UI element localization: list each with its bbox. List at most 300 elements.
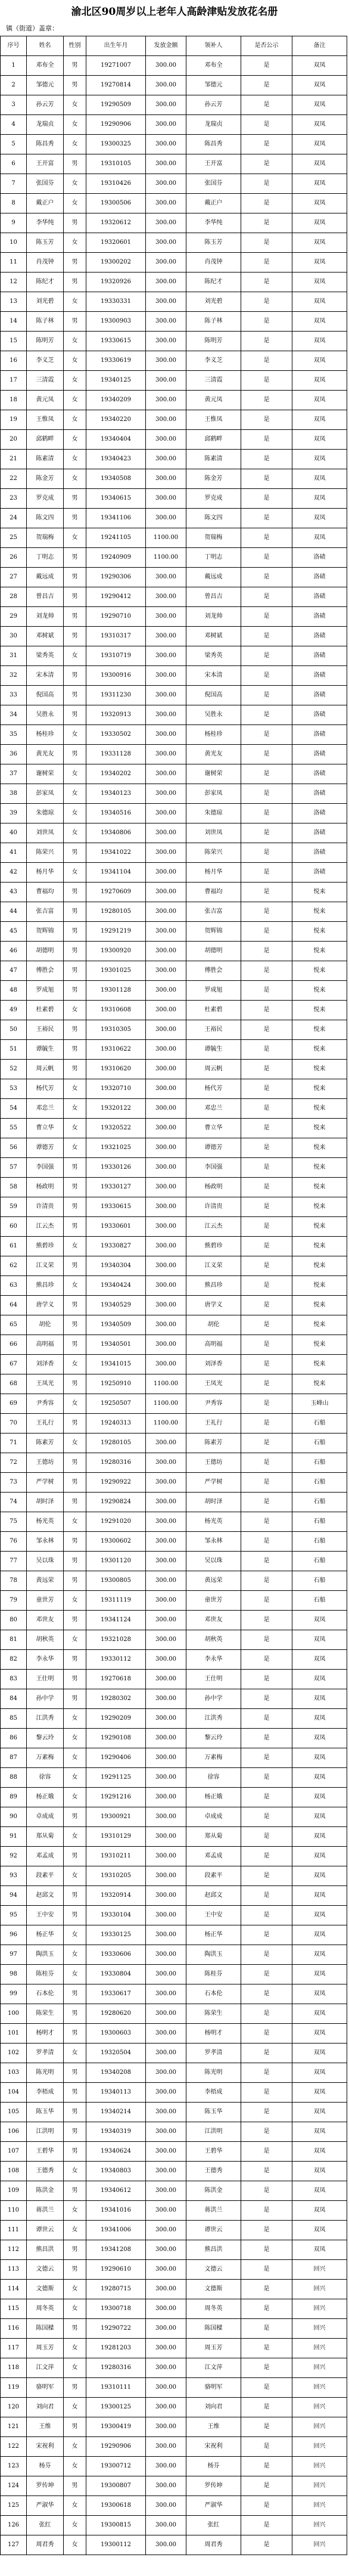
- cell-gender: 男: [64, 942, 86, 961]
- cell-gender: 男: [64, 2417, 86, 2437]
- cell-birth-date: 19341106: [86, 509, 146, 528]
- cell-recipient: 杨正华: [186, 1925, 241, 1945]
- cell-name: 吴以珠: [27, 1552, 64, 1571]
- cell-publicized: 是: [241, 2044, 292, 2063]
- cell-recipient: 曹立华: [186, 1119, 241, 1138]
- cell-name: 王仕明: [27, 1670, 64, 1689]
- cell-index: 88: [1, 1768, 27, 1788]
- cell-gender: 女: [64, 2280, 86, 2299]
- cell-index: 117: [1, 2339, 27, 2358]
- cell-recipient: 刘向君: [186, 2398, 241, 2417]
- cell-recipient: 刘泽香: [186, 1355, 241, 1374]
- cell-amount: 300.00: [146, 213, 186, 233]
- cell-gender: 男: [64, 1374, 86, 1394]
- cell-remarks: 回兴: [292, 2319, 347, 2339]
- cell-amount: 300.00: [146, 1296, 186, 1315]
- table-row: [1, 56, 347, 76]
- cell-birth-date: 19300712: [86, 2457, 146, 2476]
- cell-index: 71: [1, 1433, 27, 1453]
- cell-gender: 男: [64, 1414, 86, 1433]
- table-row: [1, 2457, 347, 2476]
- cell-index: 61: [1, 1237, 27, 1256]
- cell-recipient: 杨明才: [186, 2024, 241, 2044]
- cell-gender: 女: [64, 2358, 86, 2378]
- cell-publicized: 是: [241, 213, 292, 233]
- cell-recipient: 高明福: [186, 1335, 241, 1355]
- cell-amount: 300.00: [146, 2437, 186, 2457]
- cell-amount: 300.00: [146, 1650, 186, 1670]
- cell-gender: 男: [64, 961, 86, 981]
- cell-remarks: 双凤: [292, 430, 347, 450]
- cell-birth-date: 19300916: [86, 666, 146, 686]
- cell-name: 尹秀容: [27, 1394, 64, 1414]
- cell-publicized: 是: [241, 56, 292, 76]
- cell-remarks: 石船: [292, 1473, 347, 1493]
- table-header-row: [1, 36, 347, 56]
- cell-amount: 300.00: [146, 1925, 186, 1945]
- table-row: [1, 2063, 347, 2083]
- cell-gender: 女: [64, 174, 86, 194]
- header-birth-date: 出生年月: [86, 36, 146, 56]
- cell-amount: 300.00: [146, 1532, 186, 1552]
- cell-remarks: 双凤: [292, 450, 347, 469]
- cell-recipient: 谭德芳: [186, 1138, 241, 1158]
- cell-amount: 300.00: [146, 1945, 186, 1965]
- cell-name: 陈金芳: [27, 469, 64, 489]
- cell-name: 陈素芳: [27, 1433, 64, 1453]
- cell-birth-date: 19300815: [86, 2516, 146, 2535]
- cell-recipient: 陈桂芬: [186, 1965, 241, 1984]
- cell-name: 丁明志: [27, 548, 64, 568]
- cell-publicized: 是: [241, 95, 292, 115]
- cell-remarks: 双凤: [292, 135, 347, 154]
- table-row: [1, 194, 347, 213]
- cell-gender: 女: [64, 351, 86, 371]
- cell-index: 93: [1, 1866, 27, 1886]
- cell-gender: 男: [64, 2319, 86, 2339]
- cell-name: 孙云芳: [27, 95, 64, 115]
- cell-publicized: 是: [241, 1650, 292, 1670]
- cell-publicized: 是: [241, 1178, 292, 1197]
- cell-remarks: 悦来: [292, 942, 347, 961]
- cell-publicized: 是: [241, 1571, 292, 1591]
- cell-remarks: 双凤: [292, 1984, 347, 2004]
- cell-birth-date: 19300921: [86, 1807, 146, 1827]
- cell-recipient: 朱德琼: [186, 804, 241, 823]
- table-row: [1, 666, 347, 686]
- cell-gender: 女: [64, 1001, 86, 1020]
- cell-recipient: 龙瑞贞: [186, 115, 241, 135]
- document-title: 渝北区90周岁以上老年人高龄津贴发放花名册: [71, 6, 278, 18]
- cell-name: 江义荣: [27, 1256, 64, 1276]
- cell-gender: 男: [64, 1473, 86, 1493]
- cell-publicized: 是: [241, 2299, 292, 2319]
- cell-amount: 300.00: [146, 253, 186, 273]
- cell-remarks: 石船: [292, 1591, 347, 1611]
- table-row: [1, 1748, 347, 1768]
- cell-name: 黄元凤: [27, 391, 64, 410]
- cell-publicized: 是: [241, 784, 292, 804]
- cell-gender: 男: [64, 2476, 86, 2496]
- cell-gender: 女: [64, 804, 86, 823]
- cell-name: 江洪秀: [27, 1709, 64, 1729]
- cell-birth-date: 19341104: [86, 863, 146, 883]
- cell-remarks: 双凤: [292, 76, 347, 95]
- cell-gender: 女: [64, 1099, 86, 1119]
- cell-index: 89: [1, 1788, 27, 1807]
- cell-name: 陈玉芳: [27, 233, 64, 253]
- cell-birth-date: 19300202: [86, 253, 146, 273]
- cell-gender: 男: [64, 2378, 86, 2398]
- table-row: [1, 391, 347, 410]
- cell-name: 邓孟成: [27, 1847, 64, 1866]
- cell-name: 李华纯: [27, 213, 64, 233]
- cell-amount: 300.00: [146, 332, 186, 351]
- cell-gender: 男: [64, 1060, 86, 1079]
- cell-gender: 男: [64, 745, 86, 764]
- table-row: [1, 450, 347, 469]
- cell-birth-date: 19330606: [86, 1945, 146, 1965]
- cell-birth-date: 19330615: [86, 332, 146, 351]
- table-row: [1, 1394, 347, 1414]
- cell-recipient: 赵邱文: [186, 1886, 241, 1906]
- cell-birth-date: 19290406: [86, 1748, 146, 1768]
- cell-gender: 男: [64, 1571, 86, 1591]
- cell-publicized: 是: [241, 745, 292, 764]
- cell-name: 邓世友: [27, 1611, 64, 1630]
- cell-amount: 300.00: [146, 705, 186, 725]
- cell-recipient: 王德秀: [186, 2162, 241, 2181]
- cell-amount: 300.00: [146, 2358, 186, 2378]
- cell-birth-date: 19311119: [86, 1591, 146, 1611]
- cell-birth-date: 19340220: [86, 410, 146, 430]
- table-row: [1, 548, 347, 568]
- cell-name: 李永华: [27, 1650, 64, 1670]
- cell-gender: 男: [64, 705, 86, 725]
- cell-publicized: 是: [241, 469, 292, 489]
- cell-publicized: 是: [241, 1611, 292, 1630]
- cell-publicized: 是: [241, 1099, 292, 1119]
- cell-amount: 300.00: [146, 2103, 186, 2122]
- cell-recipient: 肖茂钟: [186, 253, 241, 273]
- cell-index: 74: [1, 1493, 27, 1512]
- cell-index: 24: [1, 509, 27, 528]
- cell-publicized: 是: [241, 1493, 292, 1512]
- cell-publicized: 是: [241, 2476, 292, 2496]
- cell-recipient: 童世芳: [186, 1591, 241, 1611]
- cell-birth-date: 19271007: [86, 56, 146, 76]
- cell-name: 杨芬: [27, 2457, 64, 2476]
- cell-publicized: 是: [241, 76, 292, 95]
- cell-index: 103: [1, 2063, 27, 2083]
- cell-index: 83: [1, 1670, 27, 1689]
- cell-recipient: 陈荣生: [186, 2004, 241, 2024]
- cell-name: 江洪明: [27, 2122, 64, 2142]
- cell-name: 王惟凤: [27, 410, 64, 430]
- cell-remarks: 洛碛: [292, 666, 347, 686]
- cell-recipient: 孙云芳: [186, 95, 241, 115]
- cell-index: 49: [1, 1001, 27, 1020]
- cell-name: 王中安: [27, 1906, 64, 1925]
- cell-birth-date: 19340404: [86, 430, 146, 450]
- cell-index: 121: [1, 2417, 27, 2437]
- cell-index: 112: [1, 2240, 27, 2260]
- cell-birth-date: 19320913: [86, 705, 146, 725]
- cell-birth-date: 19270609: [86, 883, 146, 902]
- cell-index: 10: [1, 233, 27, 253]
- cell-name: 黄光友: [27, 745, 64, 764]
- cell-remarks: 悦来: [292, 1119, 347, 1138]
- cell-recipient: 陈纪才: [186, 273, 241, 292]
- cell-name: 徐容: [27, 1768, 64, 1788]
- cell-index: 113: [1, 2260, 27, 2280]
- header-recipient: 领补人: [186, 36, 241, 56]
- cell-remarks: 洛碛: [292, 607, 347, 627]
- cell-birth-date: 19330827: [86, 1237, 146, 1256]
- cell-remarks: 回兴: [292, 2299, 347, 2319]
- cell-publicized: 是: [241, 273, 292, 292]
- cell-publicized: 是: [241, 1414, 292, 1433]
- cell-index: 39: [1, 804, 27, 823]
- cell-amount: 300.00: [146, 292, 186, 312]
- table-row: [1, 922, 347, 942]
- cell-gender: 男: [64, 1493, 86, 1512]
- cell-gender: 女: [64, 1079, 86, 1099]
- cell-index: 65: [1, 1315, 27, 1335]
- cell-recipient: 邓树斌: [186, 627, 241, 646]
- cell-remarks: 双凤: [292, 2063, 347, 2083]
- cell-gender: 男: [64, 1532, 86, 1552]
- cell-gender: 男: [64, 253, 86, 273]
- cell-recipient: 黄远荣: [186, 1571, 241, 1591]
- cell-publicized: 是: [241, 312, 292, 332]
- cell-name: 周冬英: [27, 2299, 64, 2319]
- cell-index: 18: [1, 391, 27, 410]
- cell-birth-date: 19341015: [86, 1355, 146, 1374]
- cell-index: 99: [1, 1984, 27, 2004]
- cell-amount: 300.00: [146, 1611, 186, 1630]
- table-row: [1, 607, 347, 627]
- table-row: [1, 2476, 347, 2496]
- cell-recipient: 宋祝利: [186, 2437, 241, 2457]
- table-row: [1, 273, 347, 292]
- cell-recipient: 黎云玲: [186, 1729, 241, 1748]
- cell-recipient: 王中安: [186, 1906, 241, 1925]
- cell-amount: 300.00: [146, 2280, 186, 2299]
- table-row: [1, 1079, 347, 1099]
- cell-remarks: 双凤: [292, 2181, 347, 2201]
- cell-birth-date: 19280620: [86, 2004, 146, 2024]
- cell-gender: 女: [64, 2437, 86, 2457]
- cell-birth-date: 19320522: [86, 1119, 146, 1138]
- cell-recipient: 曹福均: [186, 883, 241, 902]
- cell-gender: 女: [64, 2162, 86, 2181]
- cell-name: 王碧华: [27, 2142, 64, 2162]
- cell-remarks: 双凤: [292, 1650, 347, 1670]
- cell-remarks: 悦来: [292, 1237, 347, 1256]
- cell-gender: 女: [64, 450, 86, 469]
- cell-index: 48: [1, 981, 27, 1001]
- cell-gender: 男: [64, 883, 86, 902]
- cell-amount: 300.00: [146, 1630, 186, 1650]
- cell-publicized: 是: [241, 607, 292, 627]
- cell-birth-date: 19290824: [86, 1493, 146, 1512]
- cell-gender: 男: [64, 509, 86, 528]
- cell-remarks: 双凤: [292, 2201, 347, 2221]
- cell-amount: 300.00: [146, 1689, 186, 1709]
- cell-birth-date: 19291125: [86, 1768, 146, 1788]
- cell-gender: 男: [64, 627, 86, 646]
- cell-publicized: 是: [241, 1965, 292, 1984]
- cell-publicized: 是: [241, 2260, 292, 2280]
- cell-name: 许清贵: [27, 1197, 64, 1217]
- cell-name: 周玉芳: [27, 2339, 64, 2358]
- header-name: 姓名: [27, 36, 64, 56]
- cell-remarks: 悦来: [292, 902, 347, 922]
- cell-index: 64: [1, 1296, 27, 1315]
- cell-name: 童世芳: [27, 1591, 64, 1611]
- cell-amount: 300.00: [146, 115, 186, 135]
- cell-recipient: 吴以珠: [186, 1552, 241, 1571]
- table-row: [1, 528, 347, 548]
- table-row: [1, 2083, 347, 2103]
- cell-publicized: 是: [241, 627, 292, 646]
- cell-publicized: 是: [241, 1807, 292, 1827]
- cell-birth-date: 19340423: [86, 450, 146, 469]
- cell-amount: 300.00: [146, 2496, 186, 2516]
- cell-birth-date: 19340208: [86, 2063, 146, 2083]
- cell-birth-date: 19300112: [86, 2535, 146, 2555]
- cell-index: 123: [1, 2457, 27, 2476]
- cell-birth-date: 19340424: [86, 1276, 146, 1296]
- cell-name: 石本伦: [27, 1984, 64, 2004]
- table-row: [1, 2024, 347, 2044]
- cell-remarks: 双凤: [292, 410, 347, 430]
- cell-amount: 300.00: [146, 1847, 186, 1866]
- table-row: [1, 95, 347, 115]
- table-row: [1, 1670, 347, 1689]
- cell-remarks: 洛碛: [292, 764, 347, 784]
- cell-remarks: 双凤: [292, 2044, 347, 2063]
- cell-publicized: 是: [241, 823, 292, 843]
- cell-gender: 女: [64, 823, 86, 843]
- cell-remarks: 悦来: [292, 1217, 347, 1237]
- cell-remarks: 双凤: [292, 351, 347, 371]
- cell-publicized: 是: [241, 1060, 292, 1079]
- cell-recipient: 骆明军: [186, 2378, 241, 2398]
- cell-publicized: 是: [241, 981, 292, 1001]
- cell-remarks: 回兴: [292, 2280, 347, 2299]
- cell-publicized: 是: [241, 2103, 292, 2122]
- cell-gender: 男: [64, 1611, 86, 1630]
- cell-name: 杨代芳: [27, 1079, 64, 1099]
- cell-remarks: 双凤: [292, 2142, 347, 2162]
- cell-gender: 男: [64, 1886, 86, 1906]
- cell-amount: 300.00: [146, 784, 186, 804]
- cell-birth-date: 19291020: [86, 1512, 146, 1532]
- cell-publicized: 是: [241, 2535, 292, 2555]
- cell-birth-date: 19300506: [86, 194, 146, 213]
- cell-remarks: 悦来: [292, 1040, 347, 1060]
- cell-publicized: 是: [241, 2417, 292, 2437]
- cell-remarks: 悦来: [292, 1374, 347, 1394]
- table-row: [1, 686, 347, 705]
- cell-recipient: 张红: [186, 2516, 241, 2535]
- cell-recipient: 熊昌珍: [186, 1276, 241, 1296]
- cell-amount: 300.00: [146, 1866, 186, 1886]
- cell-index: 56: [1, 1138, 27, 1158]
- cell-publicized: 是: [241, 1886, 292, 1906]
- cell-name: 熊昌珍: [27, 1276, 64, 1296]
- cell-index: 97: [1, 1945, 27, 1965]
- cell-publicized: 是: [241, 764, 292, 784]
- cell-index: 13: [1, 292, 27, 312]
- cell-recipient: 邓孟成: [186, 1847, 241, 1866]
- cell-amount: 300.00: [146, 1256, 186, 1276]
- cell-recipient: 陈素芳: [186, 1433, 241, 1453]
- cell-publicized: 是: [241, 2181, 292, 2201]
- cell-index: 29: [1, 607, 27, 627]
- cell-index: 120: [1, 2398, 27, 2417]
- cell-publicized: 是: [241, 2240, 292, 2260]
- cell-remarks: 石船: [292, 1433, 347, 1453]
- cell-amount: 300.00: [146, 2260, 186, 2280]
- cell-name: 邹德元: [27, 76, 64, 95]
- table-row: [1, 2122, 347, 2142]
- cell-name: 唐学义: [27, 1296, 64, 1315]
- table-row: [1, 1788, 347, 1807]
- table-row: [1, 253, 347, 273]
- table-row: [1, 942, 347, 961]
- cell-name: 吴胜永: [27, 705, 64, 725]
- cell-birth-date: 19250507: [86, 1394, 146, 1414]
- table-row: [1, 174, 347, 194]
- cell-gender: 女: [64, 371, 86, 391]
- cell-publicized: 是: [241, 391, 292, 410]
- cell-publicized: 是: [241, 2437, 292, 2457]
- cell-recipient: 倪国高: [186, 686, 241, 705]
- table-row: [1, 843, 347, 863]
- cell-gender: 男: [64, 2181, 86, 2201]
- cell-recipient: 王开富: [186, 154, 241, 174]
- cell-publicized: 是: [241, 587, 292, 607]
- cell-name: 罗成旭: [27, 981, 64, 1001]
- cell-publicized: 是: [241, 942, 292, 961]
- cell-name: 江云杰: [27, 1217, 64, 1237]
- cell-gender: 男: [64, 843, 86, 863]
- cell-amount: 300.00: [146, 450, 186, 469]
- cell-remarks: 双凤: [292, 1768, 347, 1788]
- cell-name: 刘向君: [27, 2398, 64, 2417]
- cell-remarks: 双凤: [292, 1709, 347, 1729]
- cell-gender: 男: [64, 2103, 86, 2122]
- cell-name: 江文萍: [27, 2358, 64, 2378]
- cell-recipient: 李梧成: [186, 2083, 241, 2103]
- table-row: [1, 823, 347, 843]
- cell-name: 赵邱文: [27, 1886, 64, 1906]
- cell-publicized: 是: [241, 1001, 292, 1020]
- cell-birth-date: 19340509: [86, 1315, 146, 1335]
- cell-name: 周君秀: [27, 2535, 64, 2555]
- cell-remarks: 双凤: [292, 2024, 347, 2044]
- cell-birth-date: 19290306: [86, 568, 146, 587]
- cell-name: 胡伦: [27, 1315, 64, 1335]
- cell-recipient: 张吉富: [186, 902, 241, 922]
- cell-publicized: 是: [241, 154, 292, 174]
- cell-birth-date: 19310211: [86, 1847, 146, 1866]
- table-row: [1, 1847, 347, 1866]
- cell-gender: 男: [64, 56, 86, 76]
